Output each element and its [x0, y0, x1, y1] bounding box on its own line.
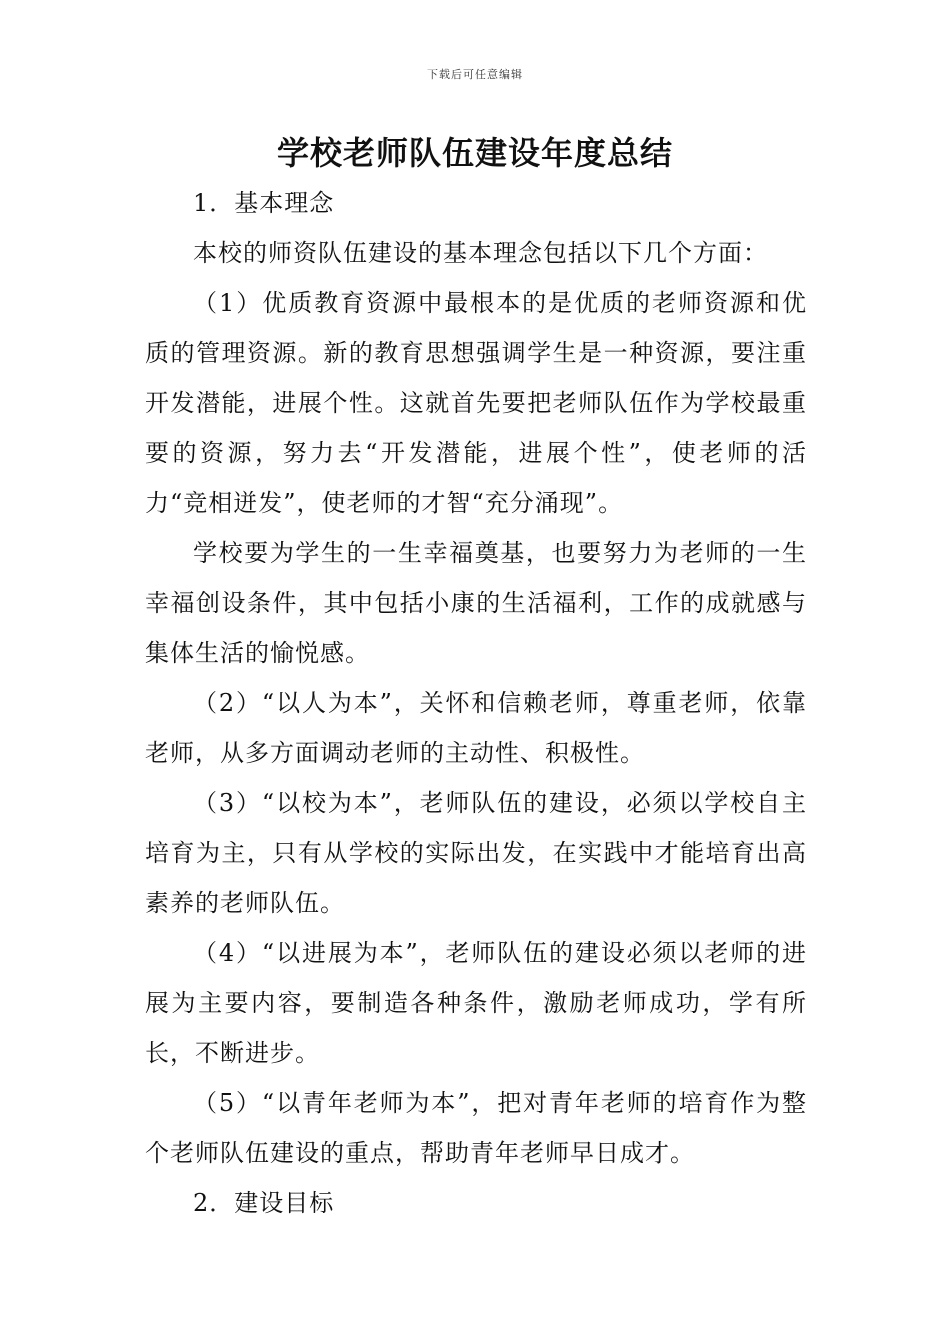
- paragraph-point-4: （4）“以进展为本”，老师队伍的建设必须以老师的进展为主要内容，要制造各种条件，激励老师成功，学有所长，不断进步。: [145, 939, 807, 1067]
- paragraph-point-1: （1）优质教育资源中最根本的是优质的老师资源和优质的管理资源。新的教育思想强调学生是一种资源，要注重开发潜能，进展个性。这就首先要把老师队伍作为学校最重要的资源，努力去“开发潜能，进展个性”，使老师的活力“竞相迸发”，使老师的才智“充分涌现”。: [145, 289, 807, 517]
- paragraph-point-2: （2）“以人为本”，关怀和信赖老师，尊重老师，依靠老师，从多方面调动老师的主动性、积极性。: [145, 689, 807, 767]
- paragraph-happiness: 学校要为学生的一生幸福奠基，也要努力为老师的一生幸福创设条件，其中包括小康的生活福利，工作的成就感与集体生活的愉悦感。: [145, 539, 807, 667]
- paragraph-point-5: （5）“以青年老师为本”，把对青年老师的培育作为整个老师队伍建设的重点，帮助青年老师早日成才。: [145, 1089, 807, 1167]
- paragraph-point-3: （3）“以校为本”，老师队伍的建设，必须以学校自主培育为主，只有从学校的实际出发，在实践中才能培育出高素养的老师队伍。: [145, 789, 807, 917]
- section-heading-goals: 2．建设目标: [193, 1189, 335, 1217]
- header-note: 下载后可任意编辑: [427, 68, 523, 81]
- document-title: 学校老师队伍建设年度总结: [276, 134, 673, 172]
- document-body: [145, 178, 807, 1228]
- paragraph-intro: 本校的师资队伍建设的基本理念包括以下几个方面：: [193, 239, 768, 267]
- section-heading-basic-concept: 1．基本理念: [193, 189, 335, 217]
